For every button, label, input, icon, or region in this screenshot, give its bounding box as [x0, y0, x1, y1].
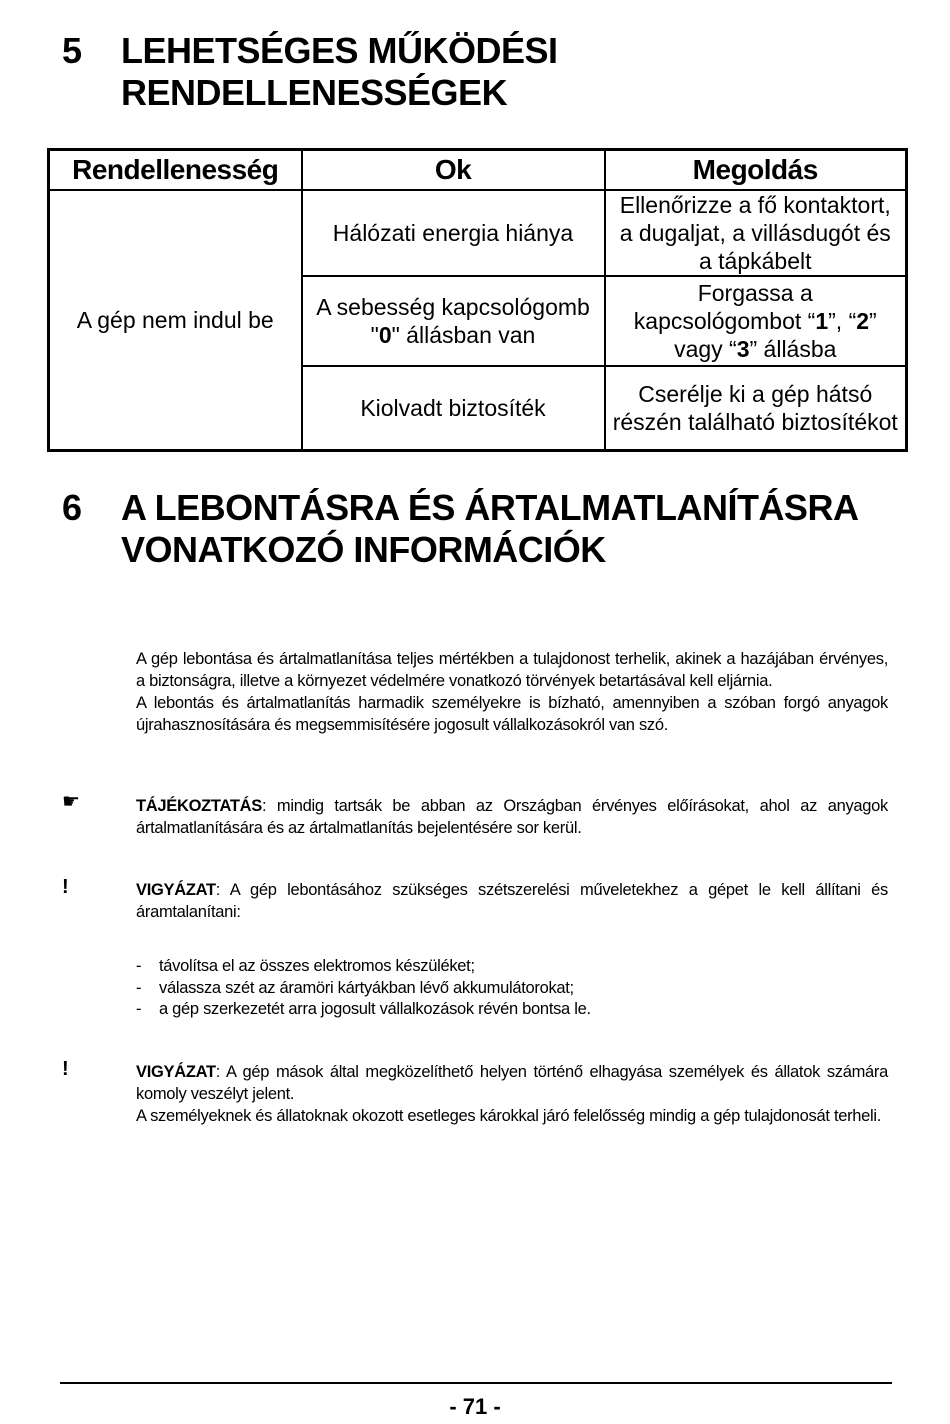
note-label: TÁJÉKOZTATÁS — [136, 797, 262, 815]
header-solution: Megoldás — [605, 150, 907, 191]
header-cause: Ok — [302, 150, 605, 191]
cause-text: " állásban van — [391, 322, 536, 348]
solution-text: ”, “ — [828, 308, 857, 334]
section-number: 6 — [62, 487, 82, 528]
switch-position-value: 3 — [736, 336, 750, 362]
cause-cell — [302, 276, 605, 366]
solution-text: ” vagy “ — [674, 308, 877, 362]
list-item-text: a gép szerkezetét arra jogosult vállalkozások révén bontsa le. — [159, 1000, 591, 1018]
table-header-row — [49, 150, 907, 191]
warning-note — [136, 879, 888, 923]
section-6-heading — [62, 487, 881, 571]
solution-cell: Ellenőrizze a fő kontaktort, a dugaljat, a villásdugót és a tápkábelt — [605, 190, 907, 276]
list-dash: - — [136, 1000, 142, 1018]
solution-text: ” állásba — [749, 336, 837, 362]
intro-text — [136, 648, 888, 736]
list-item — [136, 999, 888, 1021]
list-dash: - — [136, 957, 142, 975]
solution-cell — [605, 276, 907, 366]
warning-icon: ! — [62, 1058, 69, 1080]
fault-cell: A gép nem indul be — [49, 190, 302, 451]
switch-position-value: 1 — [815, 308, 829, 334]
intro-paragraph: A lebontás és ártalmatlanítás harmadik személyekre is bízható, amennyiben a szóban forgó anyagok újrahasznosítására és megsemmisítésére jogosult vállalkozásokról van szó. — [136, 694, 888, 734]
warning-icon: ! — [62, 876, 69, 898]
footer-divider — [60, 1382, 892, 1384]
warning-text: : A gép mások által megközelíthető helyen történő elhagyása személyek és állatok számára komoly veszélyt jelent. — [136, 1063, 888, 1103]
warning-label: VIGYÁZAT — [136, 881, 216, 899]
troubleshooting-table — [47, 148, 908, 452]
table-row — [49, 190, 907, 276]
page-number: - 71 - — [449, 1394, 501, 1419]
section-number: 5 — [62, 30, 82, 71]
cause-text: A sebesség kapcsológomb " — [316, 294, 590, 348]
solution-cell: Cserélje ki a gép hátsó részén található biztosítékot — [605, 366, 907, 451]
solution-text: Forgassa a kapcsológombot “ — [633, 280, 816, 334]
list-item-text: távolítsa el az összes elektromos készüléket; — [159, 957, 475, 975]
list-item-text: válassza szét az áramöri kártyákban lévő akkumulátorokat; — [159, 978, 574, 997]
header-fault: Rendellenesség — [49, 150, 302, 191]
section-title: A LEBONTÁSRA ÉS ÁRTALMATLANÍTÁSRA VONATKOZÓ INFORMÁCIÓK — [121, 487, 858, 570]
cause-cell: Kiolvadt biztosíték — [302, 366, 605, 451]
list-item — [136, 978, 888, 1000]
dismantling-steps-list — [136, 956, 888, 1021]
warning-text: A személyeknek és állatoknak okozott esetleges károkkal járó felelősség mindig a gép tulajdonosát terheli. — [136, 1107, 882, 1125]
note-text: : mindig tartsák be abban az Országban érvényes előírásokat, ahol az anyagok ártalmatlanítására és az ártalmatlanítás bejelentésére sor kerül. — [136, 797, 888, 837]
intro-paragraph: A gép lebontása és ártalmatlanítása teljes mértékben a tulajdonost terhelik, akinek a hazájában érvényes, a biztonságra, illetve a környezet védelmére vonatkozó törvények betartásával kell eljárnia. — [136, 650, 888, 690]
warning-label: VIGYÁZAT — [136, 1063, 216, 1081]
pointing-hand-icon: ☛ — [62, 791, 80, 813]
switch-position-value: 2 — [856, 308, 870, 334]
warning-text: : A gép lebontásához szükséges szétszerelési műveletekhez a gépet le kell állítani és áramtalanítani: — [136, 881, 888, 921]
section-title: LEHETSÉGES MŰKÖDÉSI RENDELLENESSÉGEK — [121, 30, 558, 113]
list-item — [136, 956, 888, 978]
switch-position-value: 0 — [378, 322, 392, 348]
cause-cell: Hálózati energia hiánya — [302, 190, 605, 276]
list-dash: - — [136, 978, 142, 997]
section-5-heading — [62, 30, 881, 114]
warning-note — [136, 1061, 888, 1127]
info-note — [136, 795, 888, 839]
